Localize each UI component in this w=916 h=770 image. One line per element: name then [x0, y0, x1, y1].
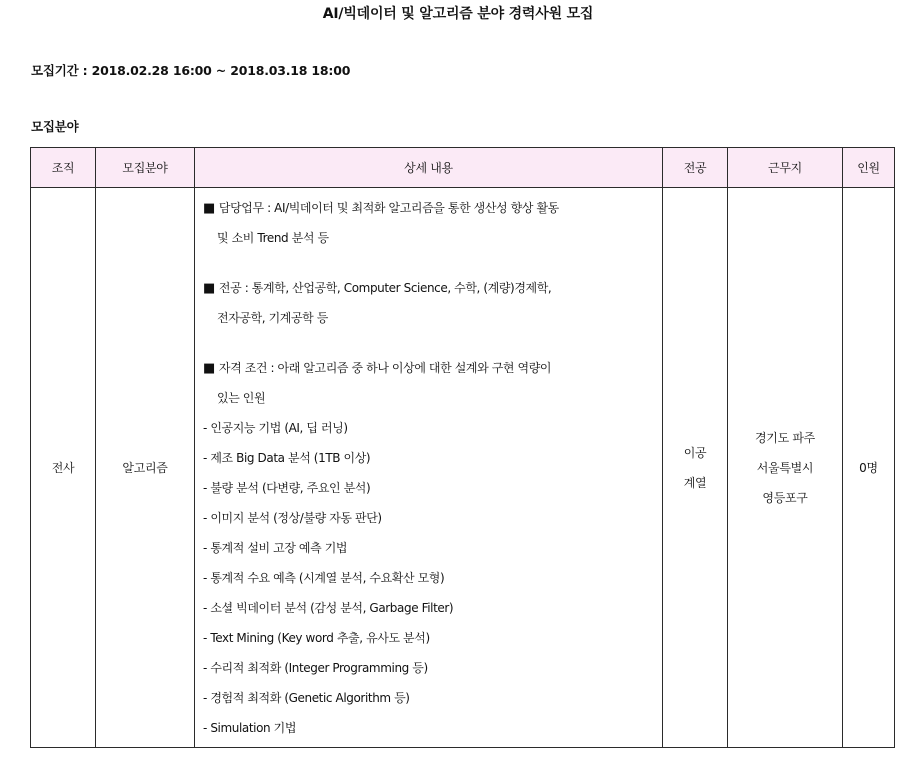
header-major: 전공: [663, 148, 728, 188]
cell-major: [663, 188, 728, 748]
page-title: AI/빅데이터 및 알고리즘 분야 경력사원 모집: [322, 6, 594, 22]
duties-text: 담당업무 : AI/빅데이터 및 최적화 알고리즘을 통한 생산성 향상 활동: [218, 201, 559, 215]
cell-field: 알고리즘: [96, 188, 195, 748]
cell-org: 전사: [31, 188, 96, 748]
cell-headcount: 0명: [843, 188, 895, 748]
table-row: [31, 188, 895, 748]
header-detail: 상세 내용: [195, 148, 663, 188]
location-line: 영등포구: [762, 490, 808, 505]
location-line: 경기도 파주: [755, 430, 815, 445]
qualifications-text: 자격 조건 : 아래 알고리즘 중 하나 이상에 대한 설계와 구현 역량이: [218, 361, 552, 375]
cell-location: [728, 188, 843, 748]
header-location: 근무지: [728, 148, 843, 188]
duties-continuation: 및 소비 Trend 분석 등: [217, 231, 329, 245]
list-item: - 소셜 빅데이터 분석 (감성 분석, Garbage Filter): [203, 601, 454, 615]
qualifications-line: [203, 357, 662, 387]
list-item: - Text Mining (Key word 추출, 유사도 분석): [203, 631, 430, 645]
square-bullet-icon: ■: [203, 281, 215, 296]
major-line: 이공: [683, 445, 707, 460]
square-bullet-icon: ■: [203, 361, 215, 376]
list-item: - 인공지능 기법 (AI, 딥 러닝): [203, 421, 348, 435]
header-field: 모집분야: [96, 148, 195, 188]
list-item: - 불량 분석 (다변량, 주요인 분석): [203, 481, 371, 495]
list-item: - 경험적 최적화 (Genetic Algorithm 등): [203, 691, 410, 705]
major-line: 계열: [683, 475, 707, 490]
recruitment-table: [30, 147, 895, 748]
duties-line: [203, 197, 662, 227]
square-bullet-icon: ■: [203, 201, 215, 216]
majors-line: [203, 277, 662, 307]
cell-detail: [195, 188, 663, 748]
list-item: - 통계적 수요 예측 (시계열 분석, 수요확산 모형): [203, 571, 445, 585]
section-heading-recruitment-field: 모집분야: [31, 119, 79, 134]
list-item: - 제조 Big Data 분석 (1TB 이상): [203, 451, 371, 465]
recruitment-period: 모집기간 : 2018.02.28 16:00 ~ 2018.03.18 18:00: [31, 63, 351, 78]
list-item: - 통계적 설비 고장 예측 기법: [203, 541, 348, 555]
majors-continuation: 전자공학, 기계공학 등: [217, 311, 328, 325]
header-headcount: 인원: [843, 148, 895, 188]
majors-text: 전공 : 통계학, 산업공학, Computer Science, 수학, (계량)경제학,: [218, 281, 552, 295]
list-item: - 이미지 분석 (정상/불량 자동 판단): [203, 511, 382, 525]
location-line: 서울특별시: [756, 460, 814, 475]
list-item: - 수리적 최적화 (Integer Programming 등): [203, 661, 428, 675]
table-header-row: [31, 148, 895, 188]
qualifications-continuation: 있는 인원: [217, 391, 266, 405]
header-org: 조직: [31, 148, 96, 188]
list-item: - Simulation 기법: [203, 721, 297, 735]
